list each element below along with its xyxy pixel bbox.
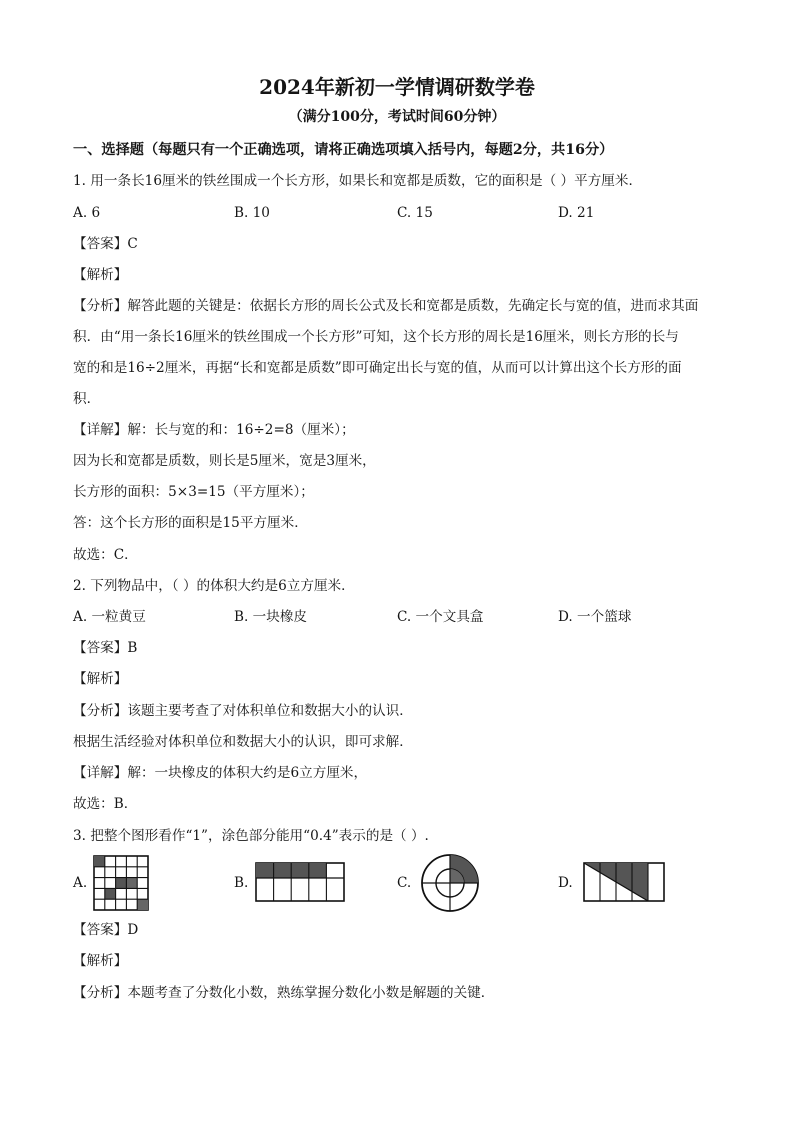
page-title: 2024年新初一学情调研数学卷 <box>259 75 535 99</box>
q3-figure-b-bar <box>255 862 345 902</box>
q2-answer: 【答案】B <box>73 640 138 656</box>
q3-label-c: C. <box>397 875 412 891</box>
q3-figure-a-grid <box>93 855 149 911</box>
q1-fenxi-line: 宽的和是16÷2厘米，再据“长和宽都是质数”即可确定出长与宽的值，从而可以计算出这个长方形的面 <box>73 360 682 376</box>
q1-analysis-label: 【解析】 <box>73 267 128 283</box>
q1-detail-line: 因为长和宽都是质数，则长是5厘米，宽是3厘米， <box>73 453 376 469</box>
q1-detail-line: 故选：C． <box>73 547 138 563</box>
q1-fenxi-line: 积．由“用一条长16厘米的铁丝围成一个长方形”可知，这个长方形的周长是16厘米，则长方形的长与 <box>73 329 679 345</box>
q1-stem: 1. 用一条长16厘米的铁丝围成一个长方形，如果长和宽都是质数，它的面积是（ ）平方厘米． <box>73 173 643 189</box>
q1-option-a: A. 6 <box>73 205 101 221</box>
q1-fenxi-line: 积． <box>73 391 101 407</box>
q3-figure-c-circle <box>420 853 480 913</box>
page-subtitle: （满分100分，考试时间60分钟） <box>288 109 506 125</box>
q3-fenxi-line: 【分析】本题考查了分数化小数，熟练掌握分数化小数是解题的关键． <box>73 985 495 1001</box>
q2-option-c: C. 一个文具盒 <box>397 609 484 625</box>
q2-stem: 2. 下列物品中，（ ）的体积大约是6立方厘米． <box>73 578 355 594</box>
q3-label-b: B. <box>234 875 249 891</box>
q2-analysis-label: 【解析】 <box>73 671 128 687</box>
q2-detail-line: 故选：B． <box>73 796 138 812</box>
q3-label-a: A. <box>73 875 88 891</box>
q3-analysis-label: 【解析】 <box>73 953 128 969</box>
q3-label-d: D. <box>558 875 573 891</box>
q2-option-a: A. 一粒黄豆 <box>73 609 146 625</box>
q1-option-b: B. 10 <box>234 205 270 221</box>
q2-fenxi-line: 根据生活经验对体积单位和数据大小的认识，即可求解． <box>73 734 413 750</box>
q2-option-b: B. 一块橡皮 <box>234 609 308 625</box>
q3-figure-d-rectangle <box>583 862 665 902</box>
q1-detail-line: 答：这个长方形的面积是15平方厘米． <box>73 515 308 531</box>
q1-option-c: C. 15 <box>397 205 433 221</box>
q1-answer: 【答案】C <box>73 236 138 252</box>
section-heading: 一、选择题（每题只有一个正确选项，请将正确选项填入括号内，每题2分，共16分） <box>73 142 614 158</box>
q3-answer: 【答案】D <box>73 922 139 938</box>
q1-detail-line: 长方形的面积：5×3=15（平方厘米）； <box>73 484 314 500</box>
q3-stem: 3. 把整个图形看作“1”，涂色部分能用“0.4”表示的是（ ）. <box>73 828 429 844</box>
q2-option-d: D. 一个篮球 <box>558 609 632 625</box>
q2-detail-line: 【详解】解：一块橡皮的体积大约是6立方厘米， <box>73 765 368 781</box>
q1-option-d: D. 21 <box>558 205 595 221</box>
q1-detail-line: 【详解】解：长与宽的和：16÷2=8（厘米）； <box>73 422 355 438</box>
q1-fenxi-line: 【分析】解答此题的关键是：依据长方形的周长公式及长和宽都是质数，先确定长与宽的值，进而求其面 <box>73 298 699 314</box>
q2-fenxi-line: 【分析】该题主要考查了对体积单位和数据大小的认识． <box>73 703 413 719</box>
